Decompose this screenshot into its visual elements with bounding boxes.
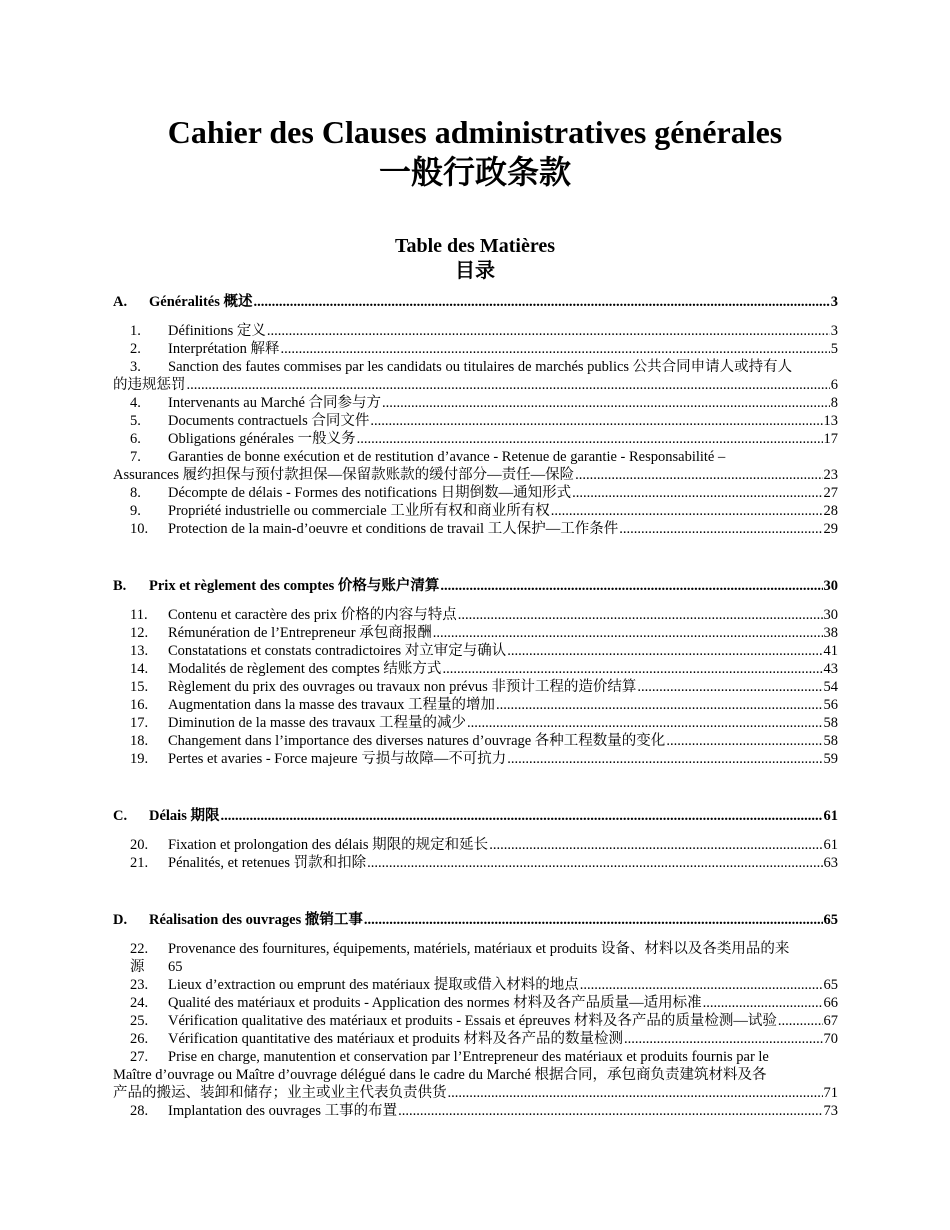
toc-heading-french: Table des Matières (395, 235, 555, 257)
toc-entry-25[interactable]: 25. Vérification qualitative des matériaux et produits - Essais et épreuves 材料及各产品的质量检测—试验 ..... 67 (113, 1012, 838, 1030)
toc-entry-1[interactable]: 1. Définitions 定义 ..... 3 (113, 322, 838, 340)
section-label: Délais 期限 (149, 808, 220, 824)
toc-entry-24[interactable]: 24. Qualité des matériaux et produits - Application des normes 材料及各产品质量—适用标准 ..... 66 (113, 994, 838, 1012)
toc-entry-10[interactable]: 10. Protection de la main-d’oeuvre et conditions de travail 工人保护—工作条件 ..... 29 (113, 520, 838, 538)
toc-entry-27[interactable]: 27. Prise en charge, manutention et conservation par l’Entrepreneur des matériaux et produits fournis par le Maître d’ouvrage ou Maître d’ouvrage délégué dans le cadre du Marché 根据合同，承包商负责建筑材料及各 产品的搬运、装卸和储存；业主或业主代表负责供货 ..... 71 (113, 1048, 838, 1102)
toc-entry-22[interactable]: 22. Provenance des fournitures, équipements, matériels, matériaux et produits 设备、材料以及各类用品的来 源 65 (130, 941, 790, 975)
table-of-contents (113, 292, 838, 1120)
toc-entry-11[interactable]: 11. Contenu et caractère des prix 价格的内容与特点 ..... 30 (113, 606, 838, 624)
toc-section-a[interactable] (113, 292, 838, 312)
section-label: Réalisation des ouvrages 撤销工事 (149, 912, 363, 928)
toc-entry-21[interactable]: 21. Pénalités, et retenues 罚款和扣除 ..... 63 (113, 854, 838, 872)
section-page: 3 (830, 294, 838, 310)
toc-entry-7[interactable]: 7. Garanties de bonne exécution et de restitution d’avance - Retenue de garantie - Responsabilité – Assurances 履约担保与预付款担保—保留款账款的缓付部分—责任—保险 ..... 23 (113, 448, 838, 484)
toc-section-d[interactable] (113, 910, 838, 930)
section-label: Généralités 概述 (149, 294, 253, 310)
toc-entry-8[interactable]: 8. Décompte de délais - Formes des notifications 日期倒数—通知形式 ..... 27 (113, 484, 838, 502)
document-title (0, 112, 950, 192)
section-letter: D. (113, 912, 128, 928)
toc-entry-13[interactable]: 13. Constatations et constats contradictoires 对立审定与确认 ..... 41 (113, 642, 838, 660)
toc-entry-5[interactable]: 5. Documents contractuels 合同文件 ..... 13 (113, 412, 838, 430)
toc-entry-19[interactable]: 19. Pertes et avaries - Force majeure 亏损与故障—不可抗力 ..... 59 (113, 750, 838, 768)
section-letter: B. (113, 578, 127, 594)
title-french: Cahier des Clauses administratives générales (167, 114, 783, 150)
toc-entry-4[interactable]: 4. Intervenants au Marché 合同参与方 ..... 8 (113, 394, 838, 412)
section-page: 61 (823, 808, 838, 824)
toc-entry-9[interactable]: 9. Propriété industrielle ou commerciale 工业所有权和商业所有权 ..... 28 (113, 502, 838, 520)
toc-entry-12[interactable]: 12. Rémunération de l’Entrepreneur 承包商报酬 ..... 38 (113, 624, 838, 642)
section-letter: A. (113, 294, 128, 310)
toc-entry-17[interactable]: 17. Diminution de la masse des travaux 工程量的减少 ..... 58 (113, 714, 838, 732)
toc-entry-3[interactable]: 3. Sanction des fautes commises par les candidats ou titulaires de marchés publics 公共合同申请人或持有人 的违规惩罚 ..... 6 (113, 358, 838, 394)
toc-entry-18[interactable]: 18. Changement dans l’importance des diverses natures d’ouvrage 各种工程数量的变化 ..... 58 (113, 732, 838, 750)
section-letter: C. (113, 808, 128, 824)
toc-section-b[interactable] (113, 576, 838, 596)
toc-entry-23[interactable]: 23. Lieux d’extraction ou emprunt des matériaux 提取或借入材料的地点 ..... 65 (113, 976, 838, 994)
toc-heading (0, 234, 950, 284)
section-page: 65 (823, 912, 838, 928)
toc-entry-16[interactable]: 16. Augmentation dans la masse des travaux 工程量的增加 ..... 56 (113, 696, 838, 714)
section-label: Prix et règlement des comptes 价格与账户清算 (149, 578, 440, 594)
toc-entry-20[interactable]: 20. Fixation et prolongation des délais 期限的规定和延长 ..... 61 (113, 836, 838, 854)
toc-entry-6[interactable]: 6. Obligations générales 一般义务 ..... 17 (113, 430, 838, 448)
toc-heading-chinese: 目录 (455, 260, 495, 282)
title-chinese: 一般行政条款 (378, 154, 571, 190)
toc-entry-26[interactable]: 26. Vérification quantitative des matériaux et produits 材料及各产品的数量检测 ..... 70 (113, 1030, 838, 1048)
toc-entry-2[interactable]: 2. Interprétation 解释 ..... 5 (113, 340, 838, 358)
toc-entry-15[interactable]: 15. Règlement du prix des ouvrages ou travaux non prévus 非预计工程的造价结算 ..... 54 (113, 678, 838, 696)
toc-section-c[interactable] (113, 806, 838, 826)
toc-entry-14[interactable]: 14. Modalités de règlement des comptes 结账方式 ..... 43 (113, 660, 838, 678)
section-page: 30 (823, 578, 838, 594)
toc-entry-28[interactable]: 28. Implantation des ouvrages 工事的布置 ..... 73 (113, 1102, 838, 1120)
